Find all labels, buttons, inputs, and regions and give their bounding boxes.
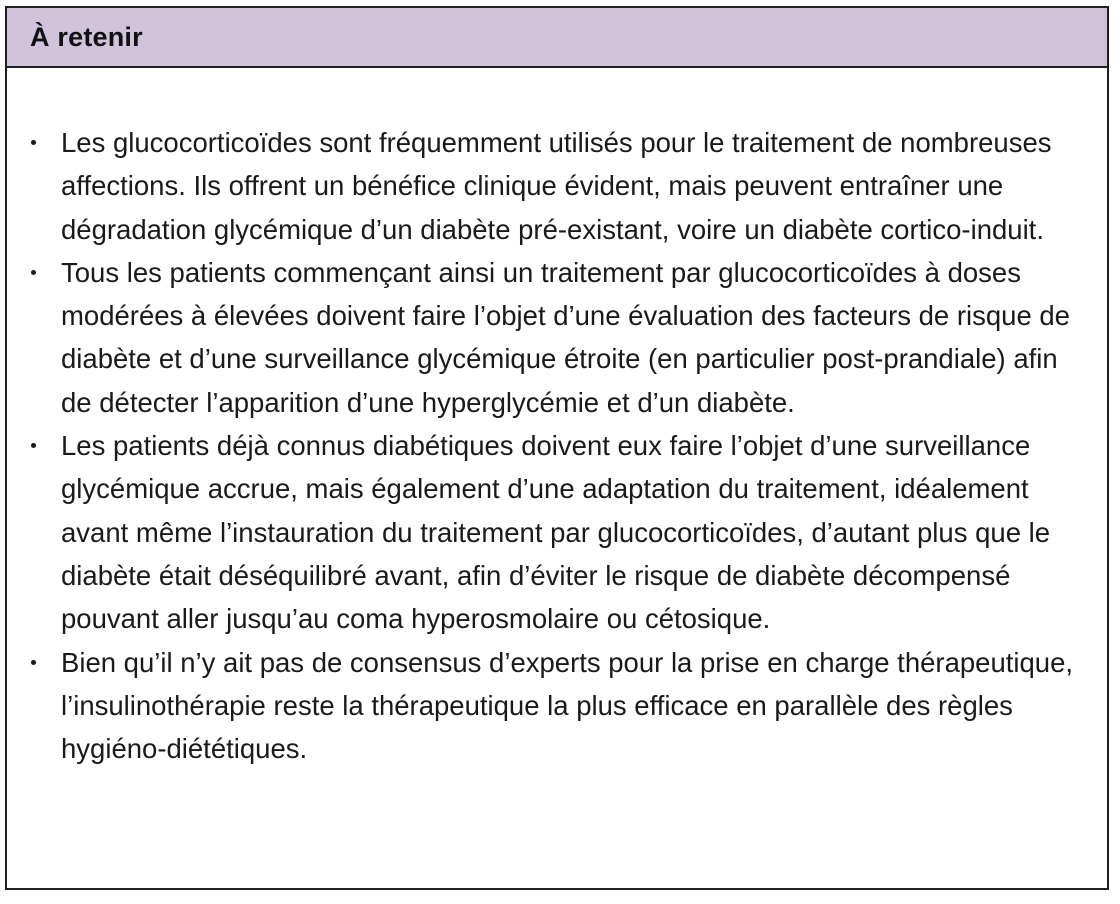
- list-item-text: Bien qu’il n’y ait pas de consensus d’experts pour la prise en charge thérapeutique, l’insulinothérapie reste la thérapeutique la plus efficace en parallèle des règles hygiéno-diététiques.: [61, 646, 1074, 765]
- list-item: [31, 424, 1087, 640]
- list-item-text: Les glucocorticoïdes sont fréquemment utilisés pour le traitement de nombreuses affections. Ils offrent un bénéfice clinique évident, mais peuvent entraîner une dégradation glycémique d’un diabète pré-existant, voire un diabète cortico-induit.: [61, 127, 1052, 245]
- bullet-icon: [31, 251, 61, 275]
- summary-box-header: [7, 8, 1107, 68]
- summary-box-title: À retenir: [30, 21, 143, 52]
- bullet-icon: [31, 121, 61, 145]
- list-item: [31, 251, 1087, 424]
- list-item-text: Tous les patients commençant ainsi un traitement par glucocorticoïdes à doses modérées à élevées doivent faire l’objet d’une évaluation des facteurs de risque de diabète et d’une surveillance glycémique étroite (en particulier post-prandiale) afin de détecter l’apparition d’une hyperglycémie et d’un diabète.: [61, 256, 1070, 418]
- summary-box-body: [7, 68, 1107, 770]
- summary-box: [5, 6, 1109, 890]
- key-points-list: [31, 121, 1087, 770]
- list-item: [31, 641, 1087, 771]
- bullet-icon: [31, 641, 61, 665]
- bullet-icon: [31, 424, 61, 448]
- list-item: [31, 121, 1087, 251]
- list-item-text: Les patients déjà connus diabétiques doivent eux faire l’objet d’une surveillance glycémique accrue, mais également d’une adaptation du traitement, idéalement avant même l’instauration du traitement par glucocorticoïdes, d’autant plus que le diabète était déséquilibré avant, afin d’éviter le risque de diabète décompensé pouvant aller jusqu’au coma hyperosmolaire ou cétosique.: [61, 430, 1051, 635]
